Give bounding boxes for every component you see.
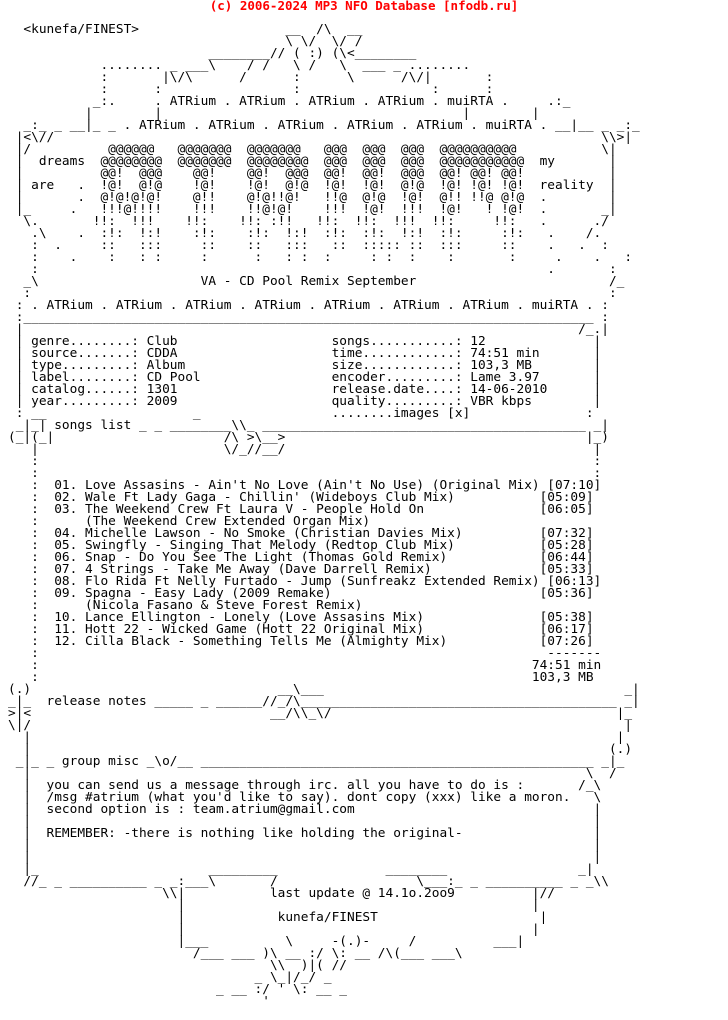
nfo-line: : 09. Spagna - Easy Lady (2009 Remake) [05:36] [8, 586, 594, 601]
nfo-line: ' [8, 994, 270, 1009]
nfo-line: _|_ release notes _____ _ ______//_/\_________________________________________ _| [8, 694, 640, 709]
nfo-line: : 12. Cilla Black - Something Tells Me (Almighty Mix) [07:26] [8, 634, 594, 649]
nfo-line: _ \_|/_/ _ [8, 970, 332, 985]
nfo-line: |_ _________ ________ _| [8, 862, 594, 877]
nfo-line: : : [8, 286, 617, 301]
nfo-line: | REMEMBER: -there is nothing like holding the original- | [8, 826, 602, 841]
nfo-line: | \/_//__/ | [8, 442, 602, 457]
nfo-line: <kunefa/FINEST> __ /\ __ [8, 22, 363, 37]
nfo-line: ........ _ ___\ / / \ / \ ___ _ ........ [8, 58, 471, 73]
nfo-line: | /_.| [8, 322, 609, 337]
nfo-line: : (Nicola Fasano & Steve Forest Remix) [8, 598, 363, 613]
nfo-line: _:_ _ __|_ _ . ATRium . ATRium . ATRium . ATRium . ATRium . muiRTA . __|__ _ _:_ [8, 118, 640, 133]
nfo-line: | you can send us a message through irc. all you have to do is : /_\ [8, 778, 602, 793]
nfo-line: : 11. Hott 22 - Wicked Game (Hott 22 Original Mix) [06:17] [8, 622, 594, 637]
nfo-line: /___ ___ )\ __ :/ \: __ /\(___ ___\ [8, 946, 463, 961]
nfo-line: : ------- [8, 646, 602, 661]
nfo-line: : 05. Swingfly - Singing That Melody (Redtop Club Mix) [05:28] [8, 538, 594, 553]
nfo-line: | | | | [8, 106, 540, 121]
nfo-line: | | [8, 898, 540, 913]
nfo-line: \|/ | [8, 718, 633, 733]
nfo-line: : . : [8, 262, 617, 277]
nfo-line: | second option is : team.atrium@gmail.com | [8, 802, 602, 817]
nfo-line: : 03. The Weekend Crew Ft Laura V - People Hold On [06:05] [8, 502, 594, 517]
nfo-line: | catalog......: 1301 release.date....: 14-06-2010 | [8, 382, 602, 397]
nfo-line: _:. . ATRium . ATRium . ATRium . ATRium . muiRTA . .:_ [8, 94, 571, 109]
nfo-line: | type.........: Album size............: 103,3 MB | [8, 358, 602, 373]
nfo-line: //_ _ __________ _ _:___\ / \___:_ _ __________ _ _\\ [8, 874, 609, 889]
nfo-line: | are . !@! @!@ !@! !@! @!@ !@! !@! @!@ !@! !@! !@! reality | [8, 178, 617, 193]
nfo-line: : : [8, 454, 602, 469]
nfo-line: .\ . :!: !:! :!: :!: !:! :!: :!: !:! :!: :!: . /. [8, 226, 602, 241]
nfo-line: : . :: ::: :: :: ::: :: ::::: :: ::: :: . . : [8, 238, 609, 253]
nfo-line: :__________________________________________________________________________ : [8, 310, 609, 325]
nfo-line: \. !!: !!! !!: !!: :!! !!: !!: !!! !!: !!: . ./ [8, 214, 609, 229]
nfo-line: : (The Weekend Crew Extended Organ Mix) [8, 514, 371, 529]
nfo-line: : __ _ ........images [x] : [8, 406, 594, 421]
nfo-line: : 06. Snap - Do You See The Light (Thomas Gold Remix) [06:44] [8, 550, 594, 565]
nfo-line: (_|(_| /\ >\__> |_) [8, 430, 609, 445]
nfo-line: : |\/\ / : \ /\/| : [8, 70, 494, 85]
nfo-line: | (.) [8, 742, 633, 757]
nfo-line: | @@! @@@ @@! @@! @@@ @@! @@! @@@ @@! @@! @@! | [8, 166, 617, 181]
nfo-line: _ __ :/ ' \: __ _ [8, 982, 347, 997]
nfo-line: | . @!@!@!@! @!! @!@!!@! !!@ @!@ !@! @!! !!@ @!@ . | [8, 190, 617, 205]
nfo-line: \ \/ \/ / [8, 34, 363, 49]
nfo-line: | | [8, 814, 602, 829]
nfo-ascii-art-document [8, 24, 640, 1008]
nfo-line: : 01. Love Assasins - Ain't No Love (Ain't No Use) (Original Mix) [07:10] [8, 478, 602, 493]
nfo-line: ________// ( :) (\<________ [8, 46, 417, 61]
nfo-line: : 02. Wale Ft Lady Gaga - Chillin' (Wideboys Club Mix) [05:09] [8, 490, 594, 505]
nfo-line: | \ / [8, 766, 617, 781]
nfo-line: : : : : : [8, 82, 494, 97]
nfo-line: | | [8, 850, 602, 865]
nfo-line: | label........: CD Pool encoder.........: Lame 3.97 | [8, 370, 602, 385]
nfo-line: | genre........: Club songs...........: 12 | [8, 334, 602, 349]
nfo-line: \\ )|( // [8, 958, 347, 973]
nfo-line: _|_ _ group misc _\o/__ ___________________________________________________ _|_ [8, 754, 625, 769]
nfo-line: : : [8, 466, 602, 481]
nfo-line: | | [8, 838, 602, 853]
nfo-line: | source.......: CDDA time............: 74:51 min | [8, 346, 602, 361]
nfo-line: : . ATRium . ATRium . ATRium . ATRium . ATRium . ATRium . ATRium . muiRTA . : [8, 298, 609, 313]
nfo-line: _\ VA - CD Pool Remix September /_ [8, 274, 625, 289]
nfo-line: : 103,3 MB [8, 670, 594, 685]
nfo-line: |_ . !!!@!!!! !!! !!@!@! !!! !@! !!! !@! ! !@! . _| [8, 202, 617, 217]
nfo-line: _|_| songs list _ _ ________\\_ __________________________________________ _| [8, 418, 609, 433]
nfo-line: | kunefa/FINEST | [8, 910, 548, 925]
nfo-line: : 74:51 min [8, 658, 602, 673]
nfo-line: : 04. Michelle Lawson - No Smoke (Christian Davies Mix) [07:32] [8, 526, 594, 541]
nfo-line: |/ @@@@@@ @@@@@@@ @@@@@@@ @@@ @@@ @@@ @@@@@@@@@@ \| [8, 142, 617, 157]
nfo-line: |___ \ -(.)- / ___| [8, 934, 525, 949]
nfo-line: >|< __/\\_\/ |_ [8, 706, 633, 721]
nfo-line: (.) __\___ _| [8, 682, 640, 697]
nfo-line: : 07. 4 Strings - Take Me Away (Dave Darrell Remix) [05:33] [8, 562, 594, 577]
nfo-line: : 10. Lance Ellington - Lonely (Love Assasins Mix) [05:38] [8, 610, 594, 625]
nfo-line: |<\// \\>| [8, 130, 633, 145]
nfo-line: \\| last update @ 14.1o.2oo9 |// [8, 886, 556, 901]
nfo-line: | /msg #atrium (what you'd like to say). dont copy (xxx) like a moron. \ [8, 790, 602, 805]
nfo-line: | | [8, 922, 540, 937]
nfo-line: | year.........: 2009 quality.........: VBR kbps | [8, 394, 602, 409]
nfo-line: | dreams @@@@@@@@ @@@@@@@ @@@@@@@@ @@@ @@@ @@@ @@@@@@@@@@@ my | [8, 154, 617, 169]
nfo-line: | | [8, 730, 625, 745]
nfo-line: : . : : : : : : : : : : : : : . . : [8, 250, 633, 265]
nfo-line: : 08. Flo Rida Ft Nelly Furtado - Jump (Sunfreakz Extended Remix) [06:13] [8, 574, 602, 589]
nfodb-copyright-header: (c) 2006-2024 MP3 NFO Database [nfodb.ru] [209, 0, 519, 13]
